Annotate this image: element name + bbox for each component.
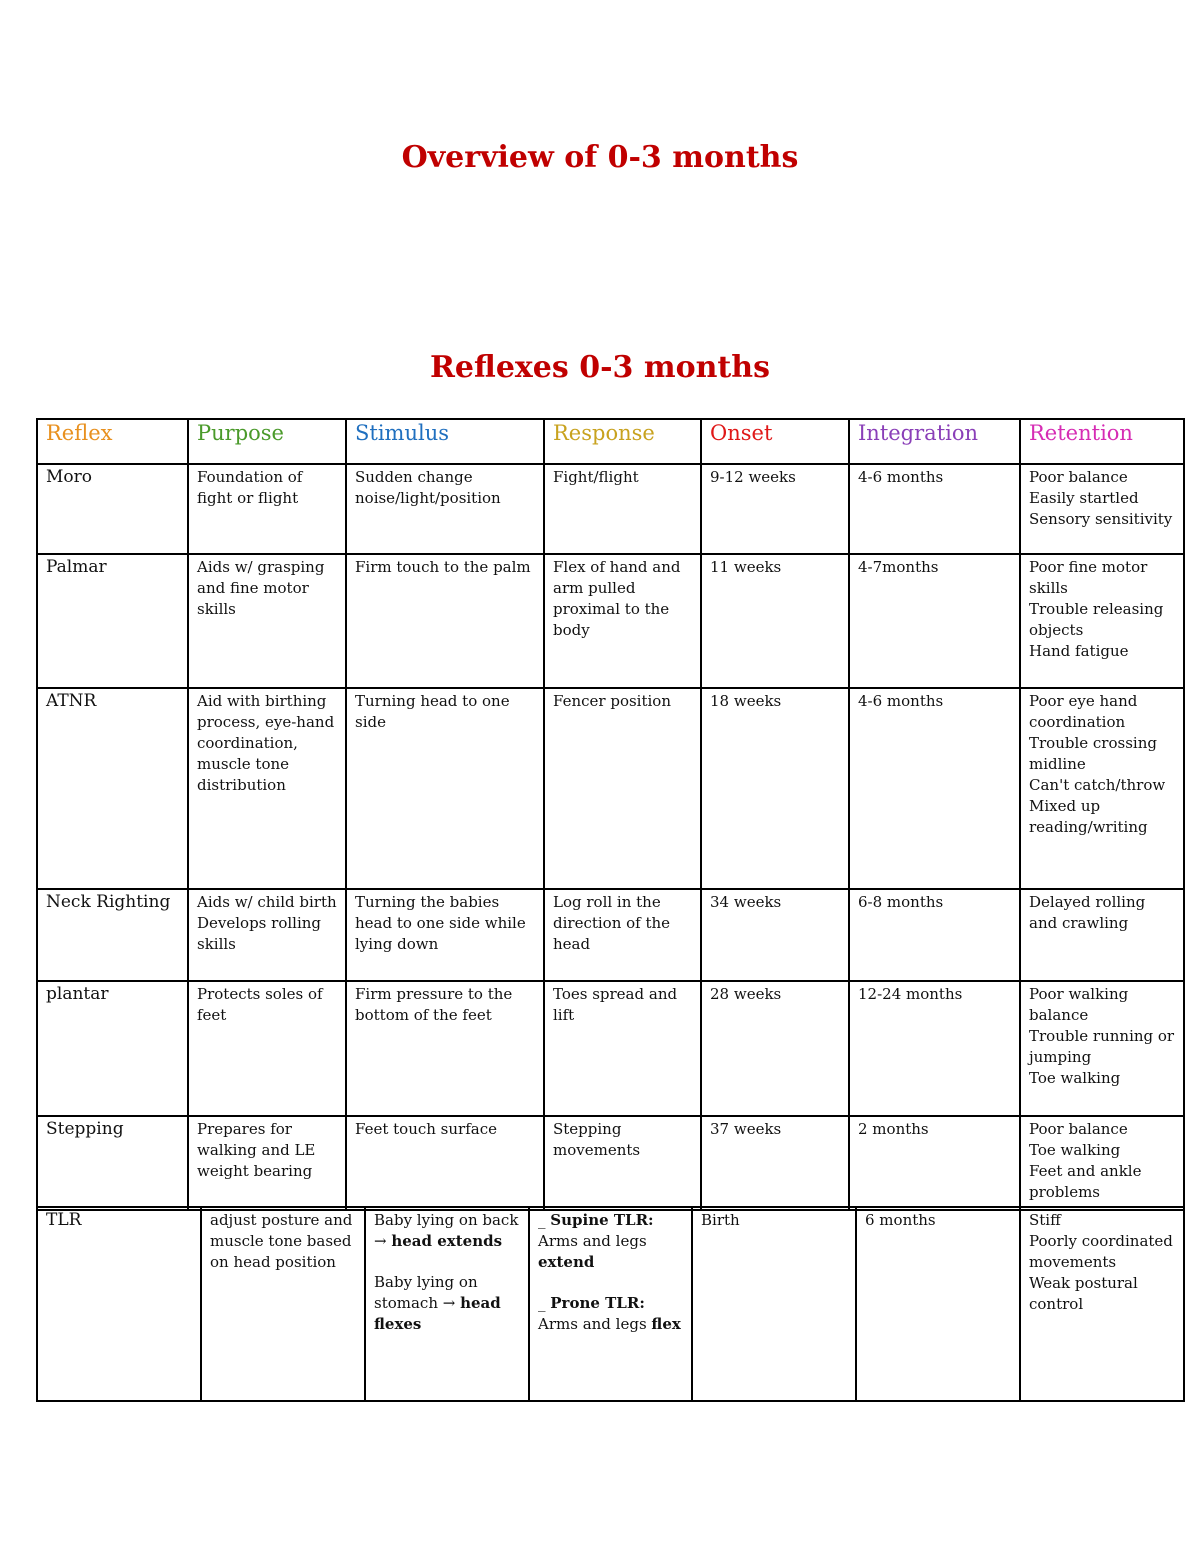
header-purpose: Purpose <box>188 419 346 464</box>
response-label: Supine TLR: <box>550 1211 654 1229</box>
integration-cell: 4-6 months <box>849 688 1020 889</box>
retention-item: Weak postural control <box>1029 1274 1138 1313</box>
response-bold: flex <box>651 1315 681 1333</box>
response-cell: Flex of hand and arm pulled proximal to the body <box>544 554 701 688</box>
reflex-name: Moro <box>37 464 188 554</box>
retention-item: Feet and ankle problems <box>1029 1162 1142 1201</box>
retention-item: Trouble releasing objects <box>1029 600 1164 639</box>
header-stimulus: Stimulus <box>346 419 544 464</box>
integration-cell: 6 months <box>856 1207 1020 1401</box>
retention-item: Poor eye hand coordination <box>1029 692 1138 731</box>
stimulus-cell: Sudden change noise/light/position <box>346 464 544 554</box>
retention-item: Stiff <box>1029 1211 1061 1229</box>
retention-item: Toe walking <box>1029 1069 1121 1087</box>
header-onset: Onset <box>701 419 849 464</box>
onset-cell: 9-12 weeks <box>701 464 849 554</box>
retention-cell <box>1020 464 1184 554</box>
response-text: Arms and legs <box>538 1232 647 1250</box>
reflex-name: Palmar <box>37 554 188 688</box>
onset-cell: 28 weeks <box>701 981 849 1116</box>
bullet: _ <box>538 1211 546 1229</box>
response-cell: Toes spread and lift <box>544 981 701 1116</box>
retention-item: Poor walking balance <box>1029 985 1129 1024</box>
header-retention: Retention <box>1020 419 1184 464</box>
purpose-cell: Aids w/ child birth Develops rolling skills <box>188 889 346 981</box>
response-text: Arms and legs <box>538 1315 647 1333</box>
reflex-name: ATNR <box>37 688 188 889</box>
response-cell: Fight/flight <box>544 464 701 554</box>
retention-item: Trouble running or jumping <box>1029 1027 1175 1066</box>
retention-cell <box>1020 889 1184 981</box>
retention-item: Delayed rolling and crawling <box>1029 893 1146 932</box>
table-header-row <box>37 419 1184 464</box>
purpose-cell: Aids w/ grasping and fine motor skills <box>188 554 346 688</box>
reflex-table <box>36 418 1185 1211</box>
retention-item: Poor fine motor skills <box>1029 558 1148 597</box>
retention-cell <box>1020 981 1184 1116</box>
retention-item: Mixed up reading/writing <box>1029 797 1148 836</box>
bullet: _ <box>538 1294 546 1312</box>
table-row <box>37 889 1184 981</box>
integration-cell: 4-6 months <box>849 464 1020 554</box>
response-bold: extend <box>538 1253 595 1271</box>
retention-item: Easily startled <box>1029 489 1139 507</box>
table-row <box>37 981 1184 1116</box>
integration-cell: 12-24 months <box>849 981 1020 1116</box>
retention-cell <box>1020 554 1184 688</box>
purpose-cell: Protects soles of feet <box>188 981 346 1116</box>
table-row <box>37 1116 1184 1210</box>
response-cell: Log roll in the direction of the head <box>544 889 701 981</box>
section-title: Reflexes 0-3 months <box>430 350 770 385</box>
retention-item: Can't catch/throw <box>1029 776 1166 794</box>
response-cell: Stepping movements <box>544 1116 701 1210</box>
retention-cell <box>1020 1116 1184 1210</box>
table-row <box>37 464 1184 554</box>
onset-cell: Birth <box>692 1207 856 1401</box>
integration-cell: 2 months <box>849 1116 1020 1210</box>
tlr-table <box>36 1206 1185 1402</box>
stimulus-bold: head flexes <box>374 1294 501 1333</box>
reflex-name: Stepping <box>37 1116 188 1210</box>
retention-item: Poor balance <box>1029 1120 1128 1138</box>
reflex-name: plantar <box>37 981 188 1116</box>
stimulus-cell <box>365 1207 529 1401</box>
retention-item: Trouble crossing midline <box>1029 734 1157 773</box>
integration-cell: 4-7months <box>849 554 1020 688</box>
retention-item: Toe walking <box>1029 1141 1121 1159</box>
purpose-cell: adjust posture and muscle tone based on head position <box>201 1207 365 1401</box>
retention-item: Poorly coordinated movements <box>1029 1232 1173 1271</box>
response-label: Prone TLR: <box>550 1294 645 1312</box>
stimulus-text: Baby lying on stomach → <box>374 1273 478 1312</box>
onset-cell: 18 weeks <box>701 688 849 889</box>
retention-cell <box>1020 688 1184 889</box>
purpose-cell: Prepares for walking and LE weight bearing <box>188 1116 346 1210</box>
table-row <box>37 554 1184 688</box>
retention-item: Sensory sensitivity <box>1029 510 1173 528</box>
header-integration: Integration <box>849 419 1020 464</box>
stimulus-cell: Turning the babies head to one side while lying down <box>346 889 544 981</box>
stimulus-cell: Firm pressure to the bottom of the feet <box>346 981 544 1116</box>
response-cell: Fencer position <box>544 688 701 889</box>
table-row <box>37 1207 1184 1401</box>
stimulus-bold: head extends <box>391 1232 503 1250</box>
retention-cell <box>1020 1207 1184 1401</box>
table-row <box>37 688 1184 889</box>
page-title: Overview of 0-3 months <box>401 140 799 175</box>
header-reflex: Reflex <box>37 419 188 464</box>
onset-cell: 37 weeks <box>701 1116 849 1210</box>
onset-cell: 11 weeks <box>701 554 849 688</box>
reflex-name: TLR <box>37 1207 201 1401</box>
retention-item: Hand fatigue <box>1029 642 1129 660</box>
purpose-cell: Foundation of fight or flight <box>188 464 346 554</box>
stimulus-text: Baby lying on back → <box>374 1211 519 1250</box>
response-cell <box>529 1207 692 1401</box>
retention-item: Poor balance <box>1029 468 1128 486</box>
stimulus-cell: Feet touch surface <box>346 1116 544 1210</box>
integration-cell: 6-8 months <box>849 889 1020 981</box>
stimulus-cell: Turning head to one side <box>346 688 544 889</box>
onset-cell: 34 weeks <box>701 889 849 981</box>
purpose-cell: Aid with birthing process, eye-hand coordination, muscle tone distribution <box>188 688 346 889</box>
stimulus-cell: Firm touch to the palm <box>346 554 544 688</box>
reflex-name: Neck Righting <box>37 889 188 981</box>
header-response: Response <box>544 419 701 464</box>
